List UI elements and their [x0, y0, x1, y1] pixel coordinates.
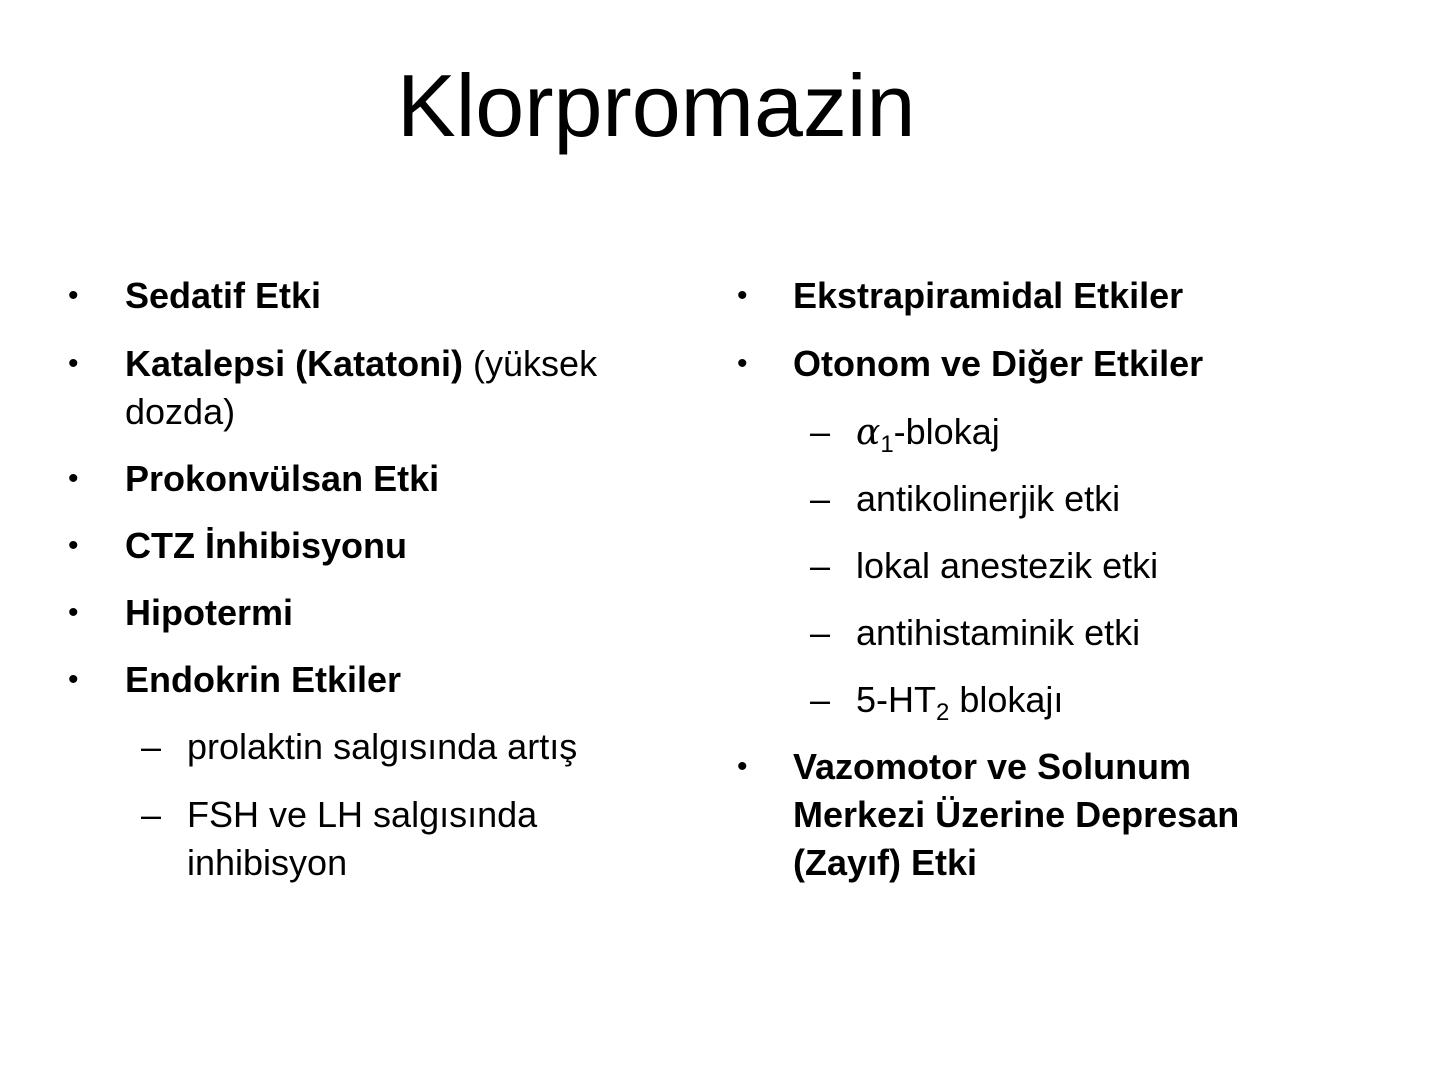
sub-item-alpha-blokaj — [856, 408, 1000, 457]
dash-icon: – — [141, 794, 162, 835]
list-item-katalepsi-label: Katalepsi (Katatoni) — [125, 343, 464, 384]
bullet-icon: • — [737, 347, 748, 380]
slide-title: Klorpromazin — [397, 56, 916, 155]
bullet-icon: • — [68, 663, 79, 696]
dash-icon: – — [810, 612, 831, 653]
list-item-katalepsi-line2: dozda) — [125, 391, 236, 432]
sub-item-fsh-lh: FSH ve LH salgısında — [187, 794, 538, 835]
list-item-hipotermi: Hipotermi — [125, 592, 294, 633]
sub-item-5ht2 — [856, 676, 1063, 724]
list-item-prokonvulsan: Prokonvülsan Etki — [125, 458, 440, 499]
list-item-vazomotor: Vazomotor ve Solunum — [793, 746, 1192, 787]
5ht2-suffix: blokajı — [949, 679, 1064, 720]
dash-icon: – — [810, 545, 831, 586]
list-item-vazomotor-line3: (Zayıf) Etki — [793, 842, 978, 883]
sub-item-fsh-lh-line2: inhibisyon — [187, 842, 348, 883]
dash-icon: – — [141, 726, 162, 767]
bullet-icon: • — [68, 529, 79, 562]
sub-item-prolaktin: prolaktin salgısında artış — [187, 726, 578, 767]
list-item-ctz: CTZ İnhibisyonu — [125, 525, 407, 566]
list-item-ekstrapiramidal: Ekstrapiramidal Etkiler — [793, 275, 1184, 316]
bullet-icon: • — [68, 596, 79, 629]
sub-item-lokal-anestezik: lokal anestezik etki — [856, 545, 1159, 586]
alpha-symbol: α — [856, 412, 881, 453]
list-item-endokrin: Endokrin Etkiler — [125, 659, 402, 700]
dash-icon: – — [810, 478, 831, 519]
bullet-icon: • — [68, 279, 79, 312]
list-item-otonom: Otonom ve Diğer Etkiler — [793, 343, 1204, 384]
alpha-blokaj-text: -blokaj — [893, 411, 1000, 452]
bullet-icon: • — [737, 750, 748, 783]
bullet-icon: • — [68, 462, 79, 495]
list-item-sedatif: Sedatif Etki — [125, 275, 322, 316]
dash-icon: – — [810, 411, 831, 452]
list-item-katalepsi-suffix: (yüksek — [463, 343, 598, 384]
alpha-subscript: 1 — [880, 431, 894, 458]
bullet-icon: • — [68, 347, 79, 380]
bullet-icon: • — [737, 279, 748, 312]
5ht2-subscript: 2 — [936, 699, 950, 726]
list-item-vazomotor-line2: Merkezi Üzerine Depresan — [793, 794, 1240, 835]
sub-item-antikolinerjik: antikolinerjik etki — [856, 478, 1121, 519]
dash-icon: – — [810, 679, 831, 720]
5ht2-text: 5-HT — [856, 679, 936, 720]
list-item-katalepsi — [125, 340, 597, 388]
sub-item-antihistaminik: antihistaminik etki — [856, 612, 1141, 653]
